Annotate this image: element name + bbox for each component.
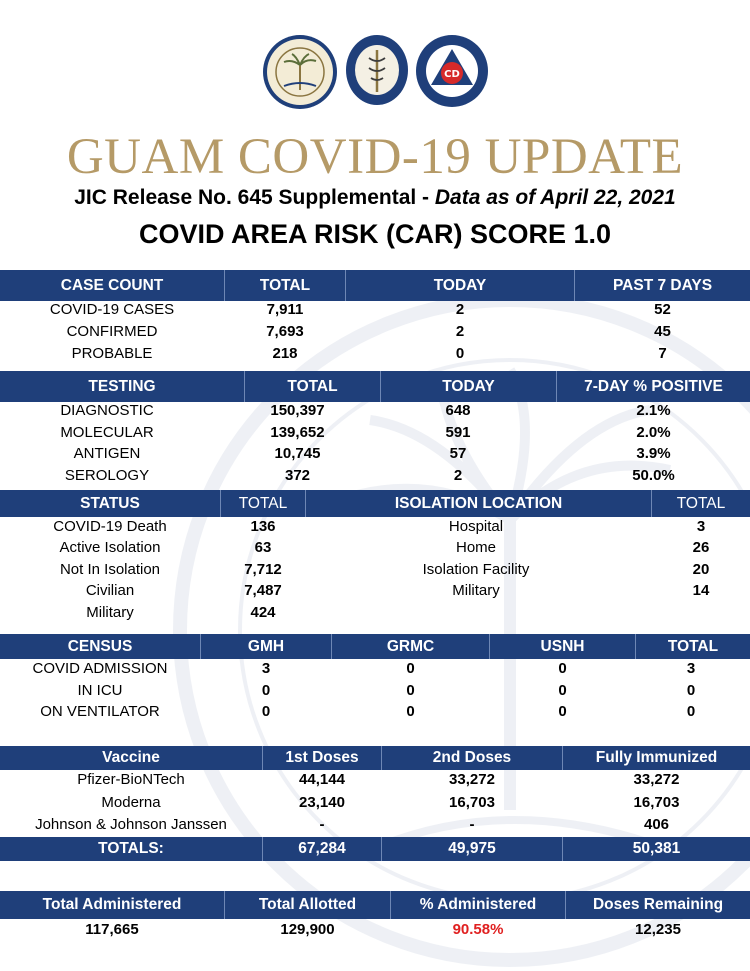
row-value: 45 bbox=[654, 323, 671, 340]
row-value: - bbox=[469, 816, 475, 833]
row-value: 0 bbox=[406, 660, 415, 677]
testing-header bbox=[0, 371, 750, 402]
admin-col-total-allotted: Total Allotted bbox=[258, 896, 357, 913]
row-value: 372 bbox=[284, 467, 311, 484]
table-row bbox=[0, 321, 750, 343]
row-value: 63 bbox=[254, 539, 272, 556]
doses-remaining-value: 12,235 bbox=[635, 921, 681, 938]
seals-row bbox=[0, 34, 750, 110]
case-count-col-label: CASE COUNT bbox=[60, 276, 164, 294]
row-value: 2 bbox=[453, 467, 463, 484]
release-dash: - bbox=[416, 186, 435, 209]
testing-col-positive: 7-DAY % POSITIVE bbox=[584, 377, 723, 395]
table-row bbox=[0, 299, 750, 321]
row-label: SEROLOGY bbox=[64, 467, 150, 484]
vaccine-col-label: Vaccine bbox=[102, 749, 160, 766]
row-value: 57 bbox=[449, 445, 467, 462]
row-value: 648 bbox=[445, 402, 471, 419]
table-row bbox=[0, 537, 750, 559]
public-health-seal-icon bbox=[345, 34, 409, 106]
row-value: 2.0% bbox=[636, 424, 671, 441]
table-row bbox=[0, 769, 750, 791]
table-row bbox=[0, 422, 750, 444]
row-value: - bbox=[319, 816, 325, 833]
row-value: 0 bbox=[558, 660, 567, 677]
percent-administered-value: 90.58% bbox=[452, 921, 504, 938]
table-row bbox=[0, 559, 750, 581]
row-label: PROBABLE bbox=[71, 345, 153, 362]
administered-header bbox=[0, 891, 750, 919]
case-count-header bbox=[0, 270, 750, 301]
row-value: 0 bbox=[686, 682, 696, 699]
row-label: Isolation Facility bbox=[422, 561, 530, 578]
row-value: 7,712 bbox=[244, 561, 282, 578]
row-label: DIAGNOSTIC bbox=[60, 402, 154, 419]
vaccine-col-fully: Fully Immunized bbox=[595, 749, 718, 766]
vaccine-header bbox=[0, 746, 750, 770]
totals-second: 49,975 bbox=[448, 840, 496, 857]
census-col-total: TOTAL bbox=[667, 637, 719, 655]
census-col-label: CENSUS bbox=[67, 637, 133, 655]
row-value: 139,652 bbox=[270, 424, 325, 441]
governors-seal-icon bbox=[262, 34, 338, 110]
row-label: Military bbox=[452, 582, 500, 599]
row-value: 52 bbox=[654, 301, 671, 318]
row-label: ON VENTILATOR bbox=[40, 703, 160, 720]
totals-label: TOTALS: bbox=[98, 840, 164, 857]
table-row bbox=[0, 580, 750, 602]
row-label: COVID-19 Death bbox=[53, 518, 167, 535]
row-value: 23,140 bbox=[299, 794, 345, 811]
totals-fully: 50,381 bbox=[632, 840, 681, 857]
total-administered-value: 117,665 bbox=[85, 921, 139, 938]
row-value: 0 bbox=[686, 703, 696, 720]
row-value: 0 bbox=[558, 682, 567, 699]
admin-col-remaining: Doses Remaining bbox=[592, 896, 724, 913]
row-label: Pfizer-BioNTech bbox=[77, 771, 185, 788]
row-value: 0 bbox=[455, 345, 465, 362]
row-value: 50.0% bbox=[632, 467, 675, 484]
table-row bbox=[0, 814, 750, 836]
row-label: Hospital bbox=[448, 518, 504, 535]
table-row bbox=[0, 602, 750, 624]
release-line bbox=[0, 186, 750, 210]
row-label: IN ICU bbox=[77, 682, 123, 699]
row-value: 150,397 bbox=[270, 402, 325, 419]
case-count-col-past7: PAST 7 DAYS bbox=[612, 276, 713, 294]
admin-col-total-administered: Total Administered bbox=[42, 896, 182, 913]
status-col-total: TOTAL bbox=[238, 494, 288, 512]
row-label: Active Isolation bbox=[59, 539, 161, 556]
row-value: 7,487 bbox=[244, 582, 282, 599]
testing-col-label: TESTING bbox=[88, 377, 156, 395]
row-value: 3 bbox=[261, 660, 271, 677]
testing-col-total: TOTAL bbox=[287, 377, 338, 395]
row-label: Military bbox=[86, 604, 134, 621]
row-value: 218 bbox=[272, 345, 298, 362]
release-number: JIC Release No. 645 Supplemental bbox=[74, 186, 417, 209]
row-value: 44,144 bbox=[299, 771, 345, 788]
row-value: 14 bbox=[692, 582, 710, 599]
vaccine-totals-row bbox=[0, 837, 750, 861]
table-row bbox=[0, 919, 750, 941]
row-label: Johnson & Johnson Janssen bbox=[35, 816, 227, 833]
svg-text:CD: CD bbox=[444, 69, 460, 80]
row-value: 33,272 bbox=[449, 771, 495, 788]
testing-col-today: TODAY bbox=[442, 377, 495, 395]
page-title: GUAM COVID-19 UPDATE bbox=[66, 129, 684, 185]
row-value: 3 bbox=[696, 518, 706, 535]
case-count-col-total: TOTAL bbox=[259, 276, 311, 294]
row-value: 33,272 bbox=[633, 771, 680, 788]
row-label: Moderna bbox=[101, 794, 161, 811]
table-row bbox=[0, 443, 750, 465]
vaccine-col-second: 2nd Doses bbox=[432, 749, 512, 766]
row-value: 424 bbox=[250, 604, 276, 621]
row-value: 20 bbox=[692, 561, 710, 578]
row-label: COVID-19 CASES bbox=[49, 301, 175, 318]
table-row bbox=[0, 701, 750, 723]
data-as-of: Data as of April 22, 2021 bbox=[434, 186, 676, 209]
row-value: 0 bbox=[261, 682, 271, 699]
isolation-col-location: ISOLATION LOCATION bbox=[394, 494, 563, 512]
row-label: Not In Isolation bbox=[59, 561, 161, 578]
table-row bbox=[0, 658, 750, 680]
census-header bbox=[0, 634, 750, 659]
row-value: 136 bbox=[250, 518, 276, 535]
row-label: CONFIRMED bbox=[66, 323, 158, 340]
vaccine-col-first: 1st Doses bbox=[285, 749, 359, 766]
row-value: 0 bbox=[558, 703, 567, 720]
status-col-label: STATUS bbox=[80, 494, 140, 512]
isolation-col-total: TOTAL bbox=[676, 494, 726, 512]
row-value: 2 bbox=[455, 301, 465, 318]
row-value: 16,703 bbox=[633, 794, 680, 811]
row-value: 2 bbox=[455, 323, 465, 340]
table-row bbox=[0, 792, 750, 814]
row-label: COVID ADMISSION bbox=[32, 660, 168, 677]
table-row bbox=[0, 400, 750, 422]
row-value: 406 bbox=[643, 816, 670, 833]
row-value: 7,693 bbox=[266, 323, 304, 340]
row-label: ANTIGEN bbox=[73, 445, 141, 462]
table-row bbox=[0, 343, 750, 365]
row-label: Home bbox=[455, 539, 496, 556]
row-value: 3.9% bbox=[636, 445, 671, 462]
totals-first: 67,284 bbox=[298, 840, 346, 857]
row-label: MOLECULAR bbox=[60, 424, 154, 441]
row-value: 3 bbox=[686, 660, 696, 677]
row-value: 26 bbox=[692, 539, 710, 556]
status-header bbox=[0, 490, 750, 517]
row-value: 591 bbox=[445, 424, 471, 441]
census-col-grmc: GRMC bbox=[386, 637, 435, 655]
row-value: 2.1% bbox=[636, 402, 671, 419]
table-row bbox=[0, 465, 750, 487]
case-count-col-today: TODAY bbox=[433, 276, 487, 294]
row-value: 7,911 bbox=[266, 301, 304, 318]
census-col-usnh: USNH bbox=[540, 637, 585, 655]
civil-defense-seal-icon bbox=[415, 34, 489, 108]
row-label: Civilian bbox=[85, 582, 135, 599]
row-value: 16,703 bbox=[449, 794, 495, 811]
row-value: 10,745 bbox=[274, 445, 321, 462]
census-col-gmh: GMH bbox=[247, 637, 285, 655]
admin-col-percent: % Administered bbox=[419, 896, 537, 913]
table-row bbox=[0, 680, 750, 702]
row-value: 0 bbox=[406, 703, 415, 720]
row-value: 7 bbox=[658, 345, 667, 362]
row-value: 0 bbox=[406, 682, 415, 699]
total-allotted-value: 129,900 bbox=[280, 921, 335, 938]
row-value: 0 bbox=[261, 703, 271, 720]
table-row bbox=[0, 516, 750, 538]
car-score: COVID AREA RISK (CAR) SCORE 1.0 bbox=[138, 219, 612, 249]
